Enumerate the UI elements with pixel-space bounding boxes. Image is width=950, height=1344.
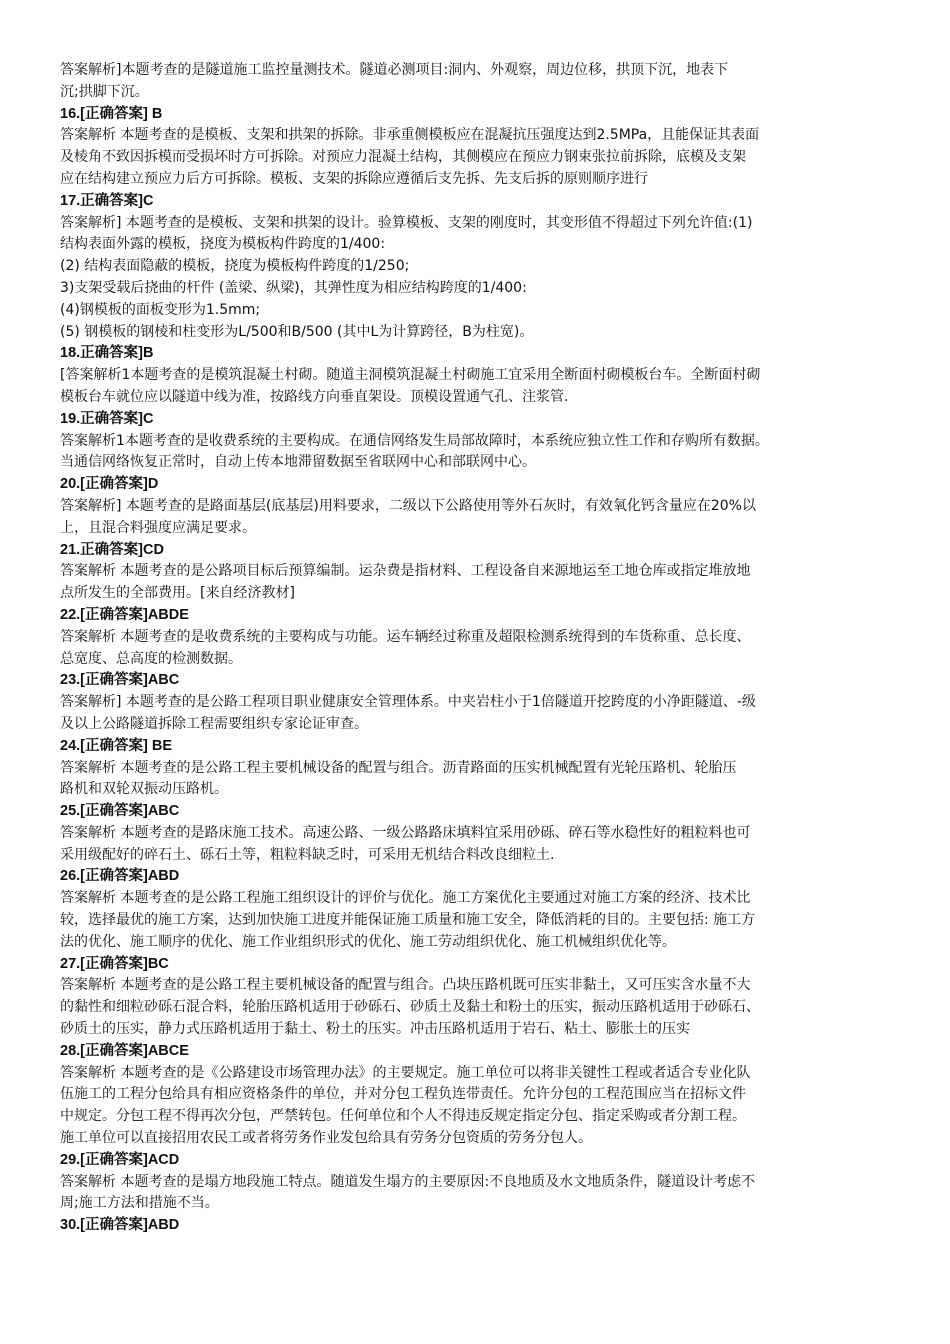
- answer-block-23: [60, 670, 900, 735]
- answer-text-line: 沉;拱脚下沉。: [60, 83, 149, 100]
- answer-text-line: 伍施工的工程分包给具有相应资格条件的单位，并对分包工程负连带责任。允许分包的工程范围应当在招标文件: [60, 1086, 746, 1103]
- answer-text-line: 结构表面外露的模板，挠度为模板构件跨度的1/400:: [60, 236, 386, 253]
- answer-text-line: 模板台车就位应以隧道中线为准，按路线方向垂直架设。顶模设置通气孔、注浆管.: [60, 388, 569, 405]
- answer-block-18: [60, 343, 900, 408]
- answer-text-line: 及棱角不致因拆模而受损坏时方可拆除。对预应力混凝土结构，其侧模应在预应力钢束张拉前拆除，底模及支架: [60, 149, 746, 166]
- answer-heading: 24.[正确答案] BE: [60, 737, 172, 754]
- answer-text-line: 答案解析]本题考查的是隧道施工监控量测技术。隧道必测项目:洞内、外观察，周边位移，拱顶下沉，地表下: [60, 62, 729, 78]
- answer-block-15: [60, 60, 900, 104]
- answer-block-16: [60, 104, 900, 191]
- answer-text-line: 答案解析 本题考查的是模板、支架和拱架的拆除。非承重侧模板应在混凝抗压强度达到2.5MPa，且能保证其表面: [60, 127, 760, 144]
- answer-text-line: 周;施工方法和措施不当。: [60, 1195, 219, 1212]
- answer-heading: 18.正确答案]B: [60, 345, 154, 362]
- answer-heading: 21.正确答案]CD: [60, 541, 164, 558]
- answer-text-line: 答案解析] 本题考查的是公路工程项目职业健康安全管理体系。中夹岩柱小于1倍隧道开挖跨度的小净距隧道、-级: [60, 694, 756, 711]
- answer-text-line: 的黏性和细粒砂砾石混合料，轮胎压路机适用于砂砾石、砂质土及黏土和粉土的压实，振动压路机适用于砂砾石、: [60, 999, 760, 1016]
- answer-text-line: 答案解析 本题考查的是公路工程主要机械设备的配置与组合。凸块压路机既可压实非黏土，又可压实含水量不大: [60, 977, 751, 994]
- answer-text-line: 上，且混合料强度应满足要求。: [60, 519, 256, 536]
- answer-text-line: 答案解析] 本题考查的是路面基层(底基层)用料要求，二级以下公路使用等外石灰时，有效氧化钙含量应在20%以: [60, 497, 756, 514]
- answer-text-line: 答案解析 本题考查的是路床施工技术。高速公路、一级公路路床填料宜采用砂砾、碎石等水稳性好的粗粒料也可: [60, 824, 751, 841]
- answer-text-line: [答案解析1本题考查的是模筑混凝土村砌。随道主洞模筑混凝土村砌施工宜采用全断面村砌模板台车。全断面村砌: [60, 367, 761, 384]
- answer-heading: 22.[正确答案]ABDE: [60, 606, 189, 623]
- answer-text-line: 答案解析 本题考查的是公路工程主要机械设备的配置与组合。沥青路面的压实机械配置有光轮压路机、轮胎压: [60, 759, 737, 776]
- answer-block-21: [60, 540, 900, 605]
- answer-text-line: 砂质土的压实，静力式压路机适用于黏土、粉土的压实。冲击压路机适用于岩石、粘土、膨胀土的压实: [60, 1021, 690, 1038]
- answer-block-26: [60, 866, 900, 953]
- answer-block-17: [60, 191, 900, 344]
- answer-block-22: [60, 605, 900, 670]
- answer-text-line: (2) 结构表面隐蔽的模板，挠度为模板构件跨度的1/250;: [60, 258, 410, 275]
- answer-text-line: 3)支架受载后挠曲的杆件 (盖梁、纵梁)，其弹性度为相应结构跨度的1/400:: [60, 279, 527, 296]
- answer-heading: 26.[正确答案]ABD: [60, 868, 180, 885]
- answer-text-line: 较，选择最优的施工方案，达到加快施工进度并能保证施工质量和施工安全，降低消耗的目的。主要包括: 施工方: [60, 912, 756, 929]
- answer-block-27: [60, 954, 900, 1041]
- answer-heading: 27.[正确答案]BC: [60, 955, 169, 972]
- answer-text-line: 答案解析 本题考查的是公路项目标后预算编制。运杂费是指材料、工程设备自来源地运至工地仓库或指定堆放地: [60, 563, 751, 580]
- answer-block-24: [60, 736, 900, 801]
- answer-text-line: 总宽度、总高度的检测数据。: [60, 650, 242, 667]
- answer-block-25: [60, 801, 900, 866]
- answer-text-line: 应在结构建立预应力后方可拆除。模板、支架的拆除应遵循后支先拆、先支后拆的原则顺序进行: [60, 170, 648, 187]
- answer-heading: 19.正确答案]C: [60, 410, 154, 427]
- answer-heading: 28.[正确答案]ABCE: [60, 1042, 189, 1059]
- answer-text-line: 点所发生的全部费用。[来自经济教材]: [60, 585, 295, 602]
- answer-block-30: [60, 1215, 900, 1237]
- answer-heading: 29.[正确答案]ACD: [60, 1151, 180, 1168]
- answer-block-28: [60, 1041, 900, 1150]
- answer-text-line: 答案解析 本题考查的是公路工程施工组织设计的评价与优化。施工方案优化主要通过对施工方案的经济、技术比: [60, 890, 751, 907]
- document-page: [60, 60, 900, 1237]
- answer-text-line: (4)钢模板的面板变形为1.5mm;: [60, 301, 261, 318]
- answer-text-line: 中规定。分包工程不得再次分包，严禁转包。任何单位和个人不得违反规定指定分包、指定采购或者分割工程。: [60, 1108, 746, 1125]
- answer-text-line: (5) 钢模板的钢棱和柱变形为L/500和B/500 (其中L为计算跨径，B为柱宽)。: [60, 323, 534, 340]
- answer-text-line: 答案解析 本题考查的是收费系统的主要构成与功能。运车辆经过称重及超限检测系统得到的车货称重、总长度、: [60, 628, 751, 645]
- answer-heading: 17.正确答案]C: [60, 192, 154, 209]
- answer-text-line: 答案解析 本题考查的是《公路建设市场管理办法》的主要规定。施工单位可以将非关键性工程或者适合专业化队: [60, 1064, 751, 1081]
- answer-text-line: 及以上公路隧道拆除工程需要组织专家论证审查。: [60, 715, 368, 732]
- answer-text-line: 答案解析] 本题考查的是模板、支架和拱架的设计。验算模板、支架的刚度时，其变形值不得超过下列允许值:(1): [60, 214, 753, 231]
- answer-block-20: [60, 474, 900, 539]
- answer-block-29: [60, 1150, 900, 1215]
- answer-block-19: [60, 409, 900, 474]
- answer-heading: 30.[正确答案]ABD: [60, 1217, 180, 1234]
- answer-text-line: 法的优化、施工顺序的优化、施工作业组织形式的优化、施工劳动组织优化、施工机械组织优化等。: [60, 933, 676, 950]
- answer-heading: 20.[正确答案]D: [60, 476, 159, 493]
- answer-text-line: 当通信网络恢复正常时，自动上传本地滞留数据至省联网中心和部联网中心。: [60, 454, 536, 471]
- answer-text-line: 采用级配好的碎石土、砾石土等，粗粒料缺乏时，可采用无机结合料改良细粒土.: [60, 846, 555, 863]
- answer-text-line: 答案解析 本题考查的是塌方地段施工特点。随道发生塌方的主要原因:不良地质及水文地质条件，隧道设计考虑不: [60, 1173, 756, 1190]
- answer-text-line: 答案解析1本题考查的是收费系统的主要构成。在通信网络发生局部故障时，本系统应独立性工作和存购所有数据。: [60, 432, 769, 449]
- answer-heading: 23.[正确答案]ABC: [60, 672, 180, 689]
- answer-heading: 16.[正确答案] B: [60, 105, 163, 122]
- answer-heading: 25.[正确答案]ABC: [60, 803, 180, 820]
- answer-text-line: 施工单位可以直接招用农民工或者将劳务作业发包给具有劳务分包资质的劳务分包人。: [60, 1130, 592, 1147]
- answer-text-line: 路机和双轮双振动压路机。: [60, 781, 228, 798]
